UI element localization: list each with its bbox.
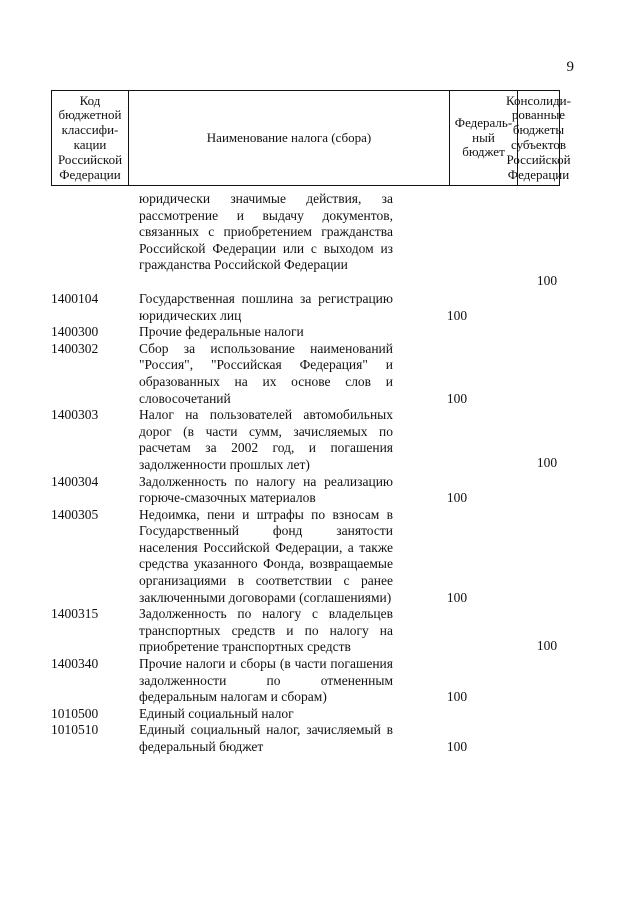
row-tax-name: юридически значимые действия, за рассмотрение и выдачу документов, связанных с приобретением гражданства Российской Федерации или с выходом из гражданства Российской Федерации — [139, 191, 393, 273]
table-row — [0, 474, 640, 507]
row-federal: 100 — [446, 490, 468, 506]
row-tax-name: Задолженность по налогу на реализацию горюче-смазочных материалов — [139, 473, 393, 506]
row-tax-name: Налог на пользователей автомобильных дорог (в части сумм, зачисляемых по расчетам за 2002 год, и погашения задолженности прошлых лет) — [139, 407, 393, 472]
row-tax-name: Недоимка, пени и штрафы по взносам в Государственный фонд занятости населения Российской Федерации, а также средства указанного Фонда, возвращаемые организациями в соответствии с ранее заключенными договорами (соглашениями) — [139, 506, 393, 605]
header-federal-budget: Федераль- ный бюджет — [449, 91, 517, 185]
row-code — [0, 191, 135, 274]
row-federal: 100 — [446, 739, 468, 754]
table-row — [0, 191, 640, 288]
row-consolidated: 100 — [536, 455, 558, 471]
row-tax-name: Прочие налоги и сборы (в части погашения задолженности по отмененным федеральным налогам и сборам) — [139, 656, 393, 705]
table-row — [0, 291, 640, 324]
table-header — [51, 90, 571, 186]
row-code: 1400315 — [51, 606, 99, 622]
row-code: 1400300 — [51, 324, 99, 340]
table-row — [0, 407, 640, 473]
table-row — [0, 606, 640, 656]
row-code: 1400340 — [51, 656, 99, 672]
row-tax-name: Единый социальный налог — [139, 705, 294, 721]
row-tax-name: Прочие федеральные налоги — [139, 324, 304, 340]
table-row — [0, 324, 640, 341]
row-consolidated: 100 — [536, 638, 558, 654]
row-tax-name: Задолженность по налогу с владельцев транспортных средств и по налогу на приобретение транспортных средств — [139, 606, 393, 655]
table-row — [0, 507, 640, 607]
row-code: 1400305 — [51, 506, 99, 522]
row-federal: 100 — [446, 307, 468, 323]
row-consolidated: 100 — [536, 273, 558, 288]
table-body — [0, 191, 640, 756]
row-code: 1400304 — [51, 473, 99, 489]
row-tax-name: Единый социальный налог, зачисляемый в федеральный бюджет — [139, 722, 393, 754]
table-row — [0, 341, 640, 407]
row-code: 1400104 — [51, 290, 99, 306]
row-federal: 100 — [446, 689, 468, 705]
row-federal: 100 — [446, 390, 468, 406]
page-number: 9 — [566, 59, 574, 75]
row-code: 1010500 — [51, 705, 99, 721]
header-consolidated-budgets: Консолиди- рованные бюджеты субъектов Российской Федерации — [517, 91, 559, 185]
row-code: 1010510 — [51, 722, 99, 738]
table-row — [0, 656, 640, 706]
row-tax-name: Государственная пошлина за регистрацию юридических лиц — [139, 290, 393, 323]
row-code: 1400302 — [51, 340, 99, 356]
table-row — [0, 706, 640, 723]
table-row — [0, 722, 640, 755]
row-tax-name: Сбор за использование наименований "Россия", "Российская Федерация" и образованных на их основе слов и словосочетаний — [139, 340, 393, 406]
row-federal: 100 — [446, 589, 468, 605]
row-code: 1400303 — [51, 407, 99, 423]
header-code: Код бюджетной классифи- кации Российской Федерации — [57, 92, 123, 182]
header-tax-name: Наименование налога (сбора) — [128, 91, 449, 185]
